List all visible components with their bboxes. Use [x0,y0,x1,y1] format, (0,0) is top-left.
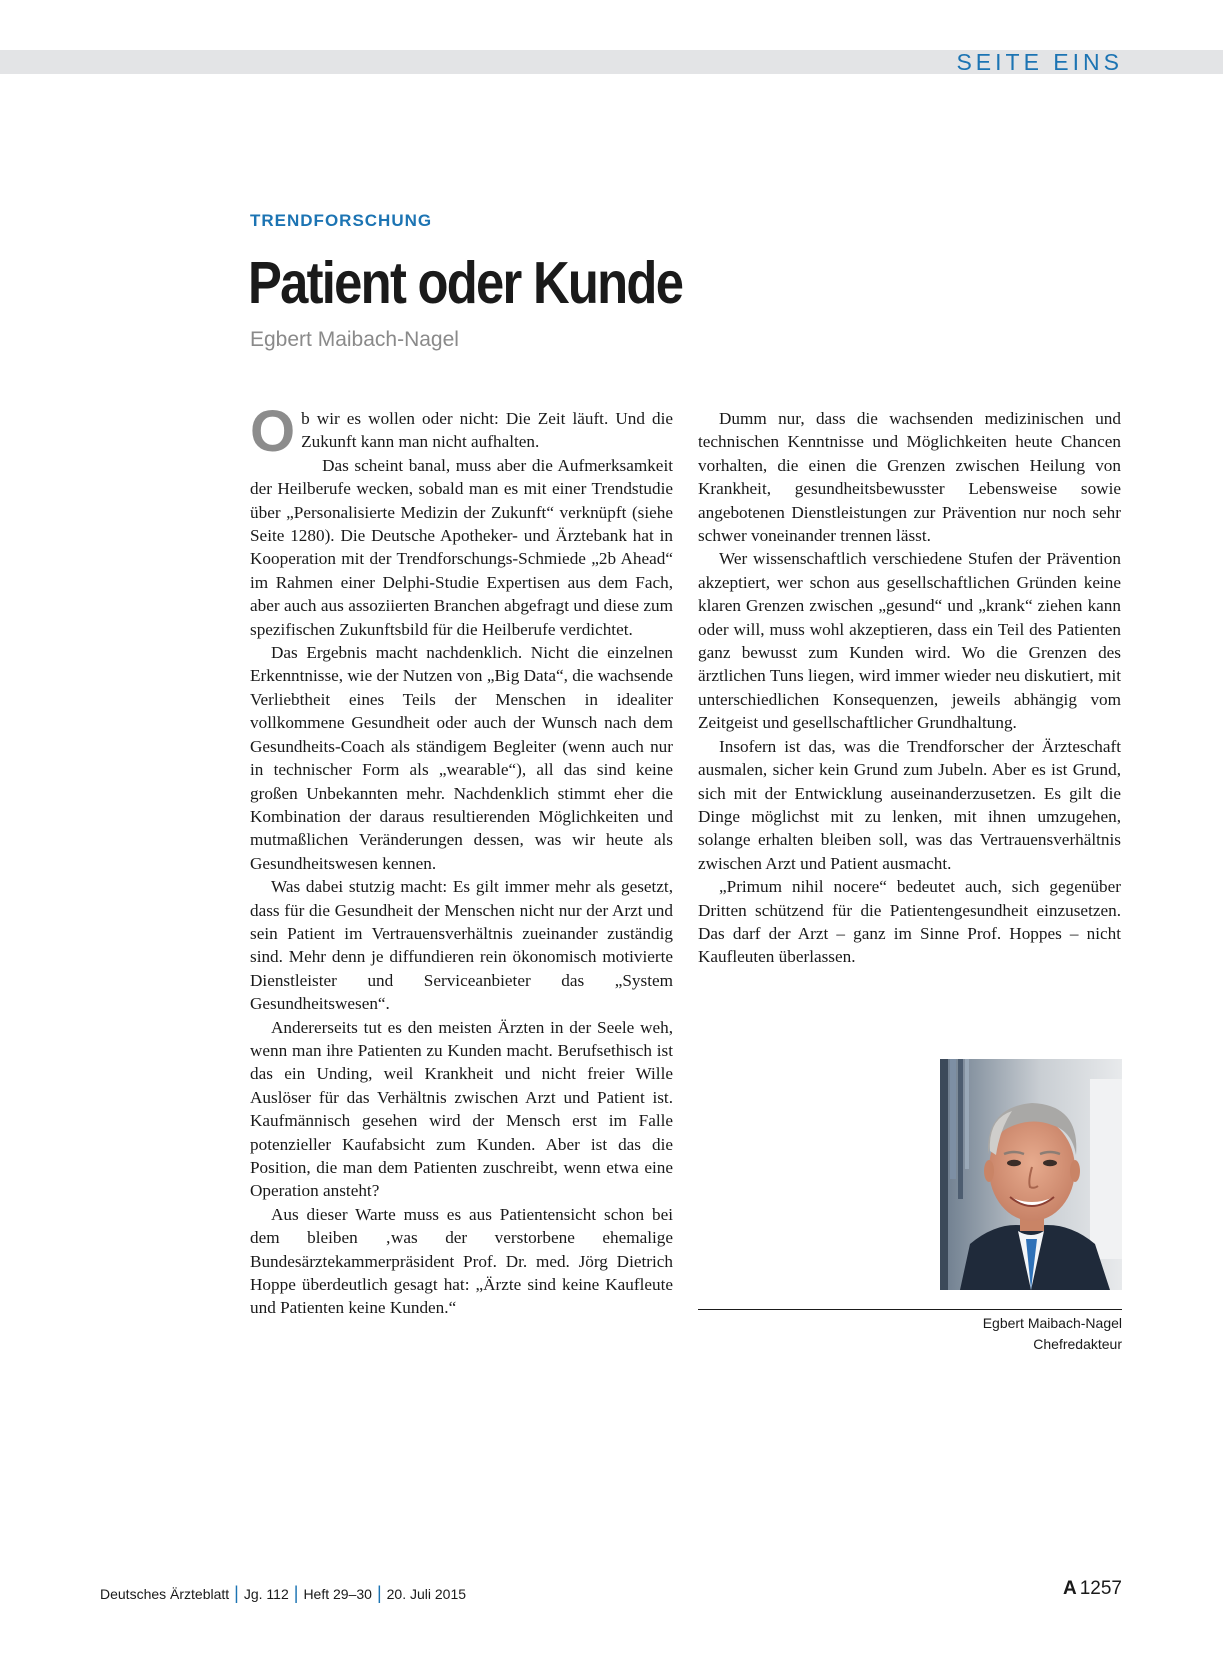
drop-cap: O [250,399,296,464]
page-number-value: 1257 [1079,1578,1122,1599]
article-title: Patient oder Kunde [248,250,683,316]
page-prefix: A [1062,1578,1077,1599]
paragraph: Das Ergebnis macht nachdenklich. Nicht die einzelnen Erkenntnisse, wie der Nutzen von „Big Data“, die wachsende Verliebtheit eines Teils der Menschen in idealiter vollkommene Gesundheit oder auch der Wunsch nach dem Gesundheits-Coach als ständigem Begleiter (wenn auch nur in technischer Form als „wearable“), all das sind keine großen Unbekannten mehr. Nachdenklich stimmt eher die Kombination der daraus resultierenden Möglichkeiten und mutmaßlichen Veränderungen dessen, was wir heute als Gesundheitswesen kennen. [250,643,673,873]
paragraph: Insofern ist das, was die Trendforscher der Ärzteschaft ausmalen, sicher kein Grund zum Jubeln. Aber es ist Grund, sich mit der Entwicklung auseinanderzusetzen. Es gilt die Dinge möglichst mit zu lenken, mit ihnen umzugehen, solange erhalten bleiben soll, was das Vertrauensverhältnis zwischen Arzt und Patient ausmacht. [698,736,1121,873]
paragraph: Aus dieser Warte muss es aus Patientensicht schon bei dem bleiben ‚was der verstorbene ehemalige Bundesärztekammerpräsident Prof. Dr. med. Jörg Dietrich Hoppe überdeutlich gesagt hat: „Ärzte sind keine Kaufleute und Patienten keine Kunden.“ [250,1204,673,1318]
paragraph: „Primum nihil nocere“ bedeutet auch, sich gegenüber Dritten schützend für die Patientengesundheit einzusetzen. Das darf der Arzt – ganz im Sinne Prof. Hoppes – nicht Kaufleuten überlassen. [698,877,1121,967]
footer-separator: | [234,1583,239,1603]
paragraph: Ob wir es wollen oder nicht: Die Zeit läuft. Und die Zukunft kann man nicht aufhalten. [250,399,673,464]
paragraph: Dumm nur, dass die wachsenden medizinischen und technischen Kenntnisse und Möglichkeiten heute Chancen vorhalten, die einen die Grenzen zwischen Heilung von Krankheit, gesundheitsbewusster Lebensweise sowie angebotenen Dienstleistungen zur Prävention nur noch sehr schwer voneinander trennen lässt. [698,409,1121,546]
article-kicker: TRENDFORSCHUNG [250,211,433,230]
footer-separator: | [293,1583,299,1603]
section-label: SEITE EINS [956,49,1123,75]
photo-caption [983,1313,1122,1355]
journal-volume: Jg. 112 [243,1585,289,1602]
caption-role: Chefredakteur [1033,1336,1122,1352]
page-number [1063,1578,1122,1600]
caption-name: Egbert Maibach-Nagel [982,1315,1122,1331]
paragraph: Was dabei stutzig macht: Es gilt immer mehr als gesetzt, dass für die Gesundheit der Menschen nicht nur der Arzt und sein Patient im Vertrauensverhältnis zueinander zuständig sind. Mehr denn je diffundieren rein ökonomisch motivierte Dienstleister und Serviceanbieter das „System Gesundheitswesen“. [250,877,673,1014]
author-portrait [940,1059,1122,1290]
article-column-left [250,399,673,1320]
article-column-right [698,407,1121,969]
journal-date: 20. Juli 2015 [386,1585,467,1602]
page-footer [100,1583,466,1604]
article-author: Egbert Maibach-Nagel [250,328,459,351]
paragraph: Wer wissenschaftlich verschiedene Stufen der Prävention akzeptiert, wer schon aus gesellschaftlichen Gründen keine klaren Grenzen zwischen „gesund“ und „krank“ ziehen kann oder will, muss wohl akzeptieren, dass ein Teil des Patienten ganz bewusst zum Kunden wird. Wo die Grenzen des ärztlichen Tuns liegen, wird immer wieder neu diskutiert, mit unterschiedlichen Konsequenzen, jeweils abhängig vom Zeitgeist und gesellschaftlicher Grundhaltung. [698,549,1121,733]
caption-rule [698,1309,1122,1310]
footer-separator: | [376,1583,382,1603]
journal-issue: Heft 29–30 [303,1585,372,1602]
paragraph: Das scheint banal, muss aber die Aufmerksamkeit der Heilberufe wecken, sobald man es mit einer Trendstudie über „Personalisierte Medizin der Zukunft“ verknüpft (siehe Seite 1280). Die Deutsche Apotheker- und Ärztebank hat in Kooperation mit der Trendforschungs-Schmiede „2b Ahead“ im Rahmen einer Delphi-Studie Expertisen aus dem Fach, aber auch aus assoziierten Branchen abgefragt und diese zum spezifischen Zukunftsbild für die Heilberufe verdichtet. [250,455,673,639]
journal-name: Deutsches Ärzteblatt [100,1585,230,1602]
paragraph: Andererseits tut es den meisten Ärzten in der Seele weh, wenn man ihre Patienten zu Kunden macht. Berufsethisch ist das ein Unding, weil Krankheit und nicht freier Wille Auslöser für das Verhältnis zwischen Arzt und Patient ist. Kaufmännisch gesehen wird der Mensch erst im Falle potenzieller Kaufabsicht zum Kunden. Aber ist das die Position, die man dem Patienten zuschreibt, wenn etwa eine Operation ansteht? [250,1017,673,1201]
